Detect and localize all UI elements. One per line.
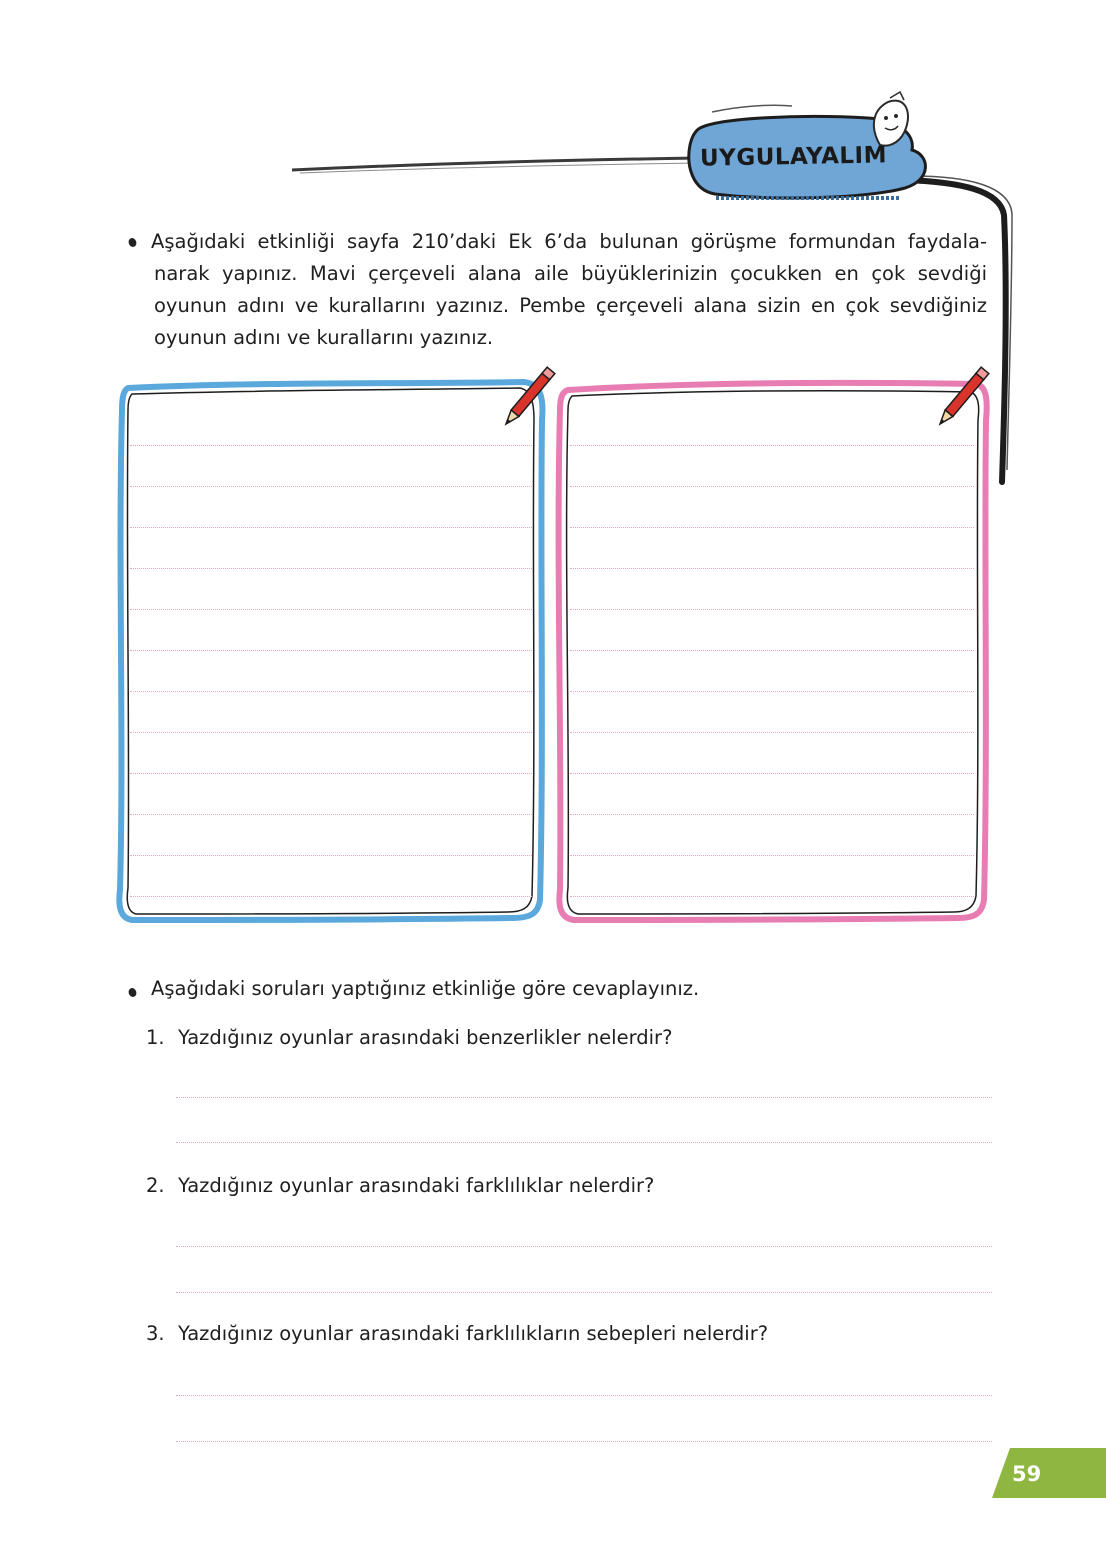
page-number: 59 <box>1012 1462 1042 1486</box>
instruction-line-3: oyunun adını ve kurallarını yazınız. Pembe çerçeveli alana sizin en çok sevdiğiniz <box>154 294 987 317</box>
instruction-line-1: Aşağıdaki etkinliği sayfa 210’daki Ek 6’da bulunan görüşme formundan faydala- <box>151 230 987 253</box>
questions-intro: Aşağıdaki soruları yaptığınız etkinliğe göre cevaplayınız. <box>151 977 700 1000</box>
question-1-number: 1. <box>146 1026 165 1049</box>
question-3-number: 3. <box>146 1322 165 1345</box>
question-3-text: Yazdığınız oyunlar arasındaki farklılıkların sebepleri nelerdir? <box>178 1322 769 1345</box>
section-badge-title: UYGULAYALIM <box>699 142 888 172</box>
question-2-number: 2. <box>146 1174 165 1197</box>
instruction-line-4: oyunun adını ve kurallarını yazınız. <box>154 326 494 349</box>
question-2-text: Yazdığınız oyunlar arasındaki farklılıklar nelerdir? <box>178 1174 655 1197</box>
instruction-line-2: narak yapınız. Mavi çerçeveli alana aile büyüklerinizin çocukken en çok sevdiği <box>154 262 987 285</box>
question-1-text: Yazdığınız oyunlar arasındaki benzerlikler nelerdir? <box>178 1026 673 1049</box>
